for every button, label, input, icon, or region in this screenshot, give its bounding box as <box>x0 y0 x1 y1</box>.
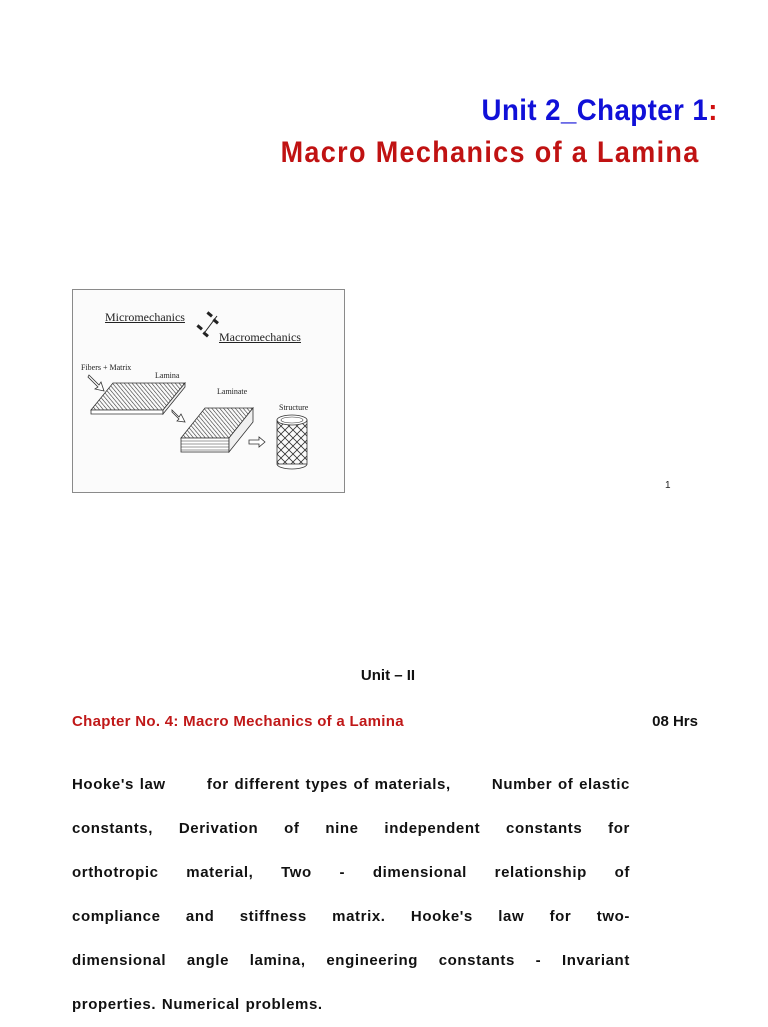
syllabus-word: nine <box>325 820 359 837</box>
arrow-lamina-to-laminate-icon <box>172 410 185 422</box>
separator-slash-icon <box>196 311 219 337</box>
syllabus-word: Number of elastic <box>491 776 630 793</box>
arrow-laminate-to-structure-icon <box>249 437 265 447</box>
syllabus-word: dimensional <box>72 952 167 969</box>
micro-macro-mechanics-figure <box>72 289 345 493</box>
syllabus-word: for different types of materials, <box>206 776 451 793</box>
figure-label-laminate: Laminate <box>217 387 248 396</box>
syllabus-word: and <box>185 908 215 925</box>
syllabus-word: material, <box>186 864 254 881</box>
syllabus-word: angle <box>186 952 230 969</box>
syllabus-word: constants <box>506 820 583 837</box>
figure-label-lamina: Lamina <box>155 371 180 380</box>
syllabus-word: Derivation <box>178 820 259 837</box>
syllabus-word: Invariant <box>562 952 630 969</box>
syllabus-line <box>72 851 630 895</box>
syllabus-line <box>72 895 630 939</box>
syllabus-page <box>0 540 768 1024</box>
unit-heading: Unit – II <box>360 667 416 684</box>
syllabus-line <box>72 807 630 851</box>
syllabus-word: constants, <box>72 820 154 837</box>
syllabus-word: matrix. <box>332 908 386 925</box>
syllabus-word: - <box>535 952 542 969</box>
syllabus-word: Two <box>281 864 312 881</box>
slide-title-unit-text: Unit 2_Chapter 1 <box>481 94 709 127</box>
syllabus-word: for <box>608 820 630 837</box>
syllabus-word: two- <box>596 908 630 925</box>
syllabus-word: Hooke's law <box>72 776 166 793</box>
arrow-fibers-to-lamina-icon <box>88 375 104 391</box>
syllabus-word: of <box>614 864 630 881</box>
slide-title-colon: : <box>708 94 718 127</box>
laminate-stack-icon <box>181 408 253 452</box>
syllabus-word: compliance <box>72 908 161 925</box>
syllabus-word: dimensional <box>372 864 467 881</box>
chapter-hours: 08 Hrs <box>652 713 698 730</box>
syllabus-word: orthotropic <box>72 864 159 881</box>
syllabus-word: lamina, <box>249 952 306 969</box>
lamina-plate-icon <box>91 383 185 414</box>
cylinder-structure-icon <box>277 415 307 469</box>
slide-title-topic: Macro Mechanics of a Lamina <box>280 136 700 169</box>
syllabus-word: law <box>498 908 525 925</box>
syllabus-line <box>72 763 630 807</box>
syllabus-line <box>72 939 630 983</box>
syllabus-word: for <box>549 908 572 925</box>
figure-label-structure: Structure <box>279 403 309 412</box>
syllabus-body <box>72 763 630 1027</box>
syllabus-word: - <box>339 864 346 881</box>
syllabus-word: of <box>284 820 300 837</box>
slide-title-unit <box>482 94 718 128</box>
syllabus-word: relationship <box>494 864 587 881</box>
chapter-heading: Chapter No. 4: Macro Mechanics of a Lamina <box>72 713 404 730</box>
figure-label-macromechanics: Macromechanics <box>219 330 301 344</box>
syllabus-word: engineering <box>326 952 418 969</box>
syllabus-word: Hooke's <box>410 908 473 925</box>
syllabus-line <box>72 983 630 1027</box>
syllabus-word: constants <box>438 952 515 969</box>
figure-label-fibers-matrix: Fibers + Matrix <box>81 363 132 372</box>
figure-label-micromechanics: Micromechanics <box>105 310 185 324</box>
syllabus-word: properties. Numerical problems. <box>72 996 323 1013</box>
slide-page-number: 1 <box>665 480 671 491</box>
syllabus-word: stiffness <box>239 908 307 925</box>
syllabus-word: independent <box>384 820 481 837</box>
